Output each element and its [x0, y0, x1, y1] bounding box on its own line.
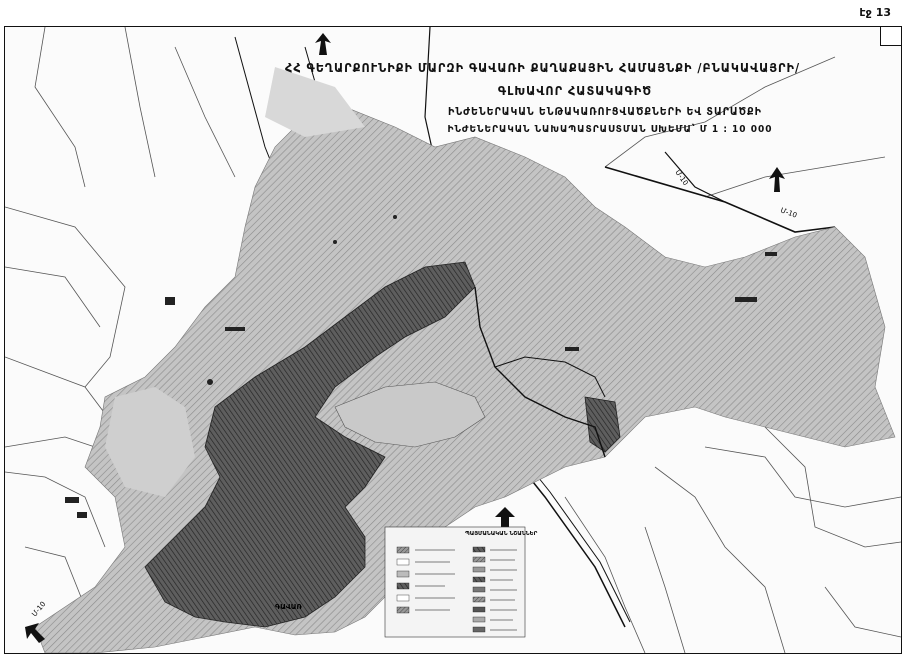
north-arrow-icon: [315, 33, 331, 55]
map-sheet: [4, 26, 902, 654]
north-arrow-icon: [495, 507, 515, 529]
legend-title: ՊԱՅՄԱՆԱԿԱՆ ՆՇԱՆՆԵՐ: [465, 531, 538, 537]
north-arrow-icon: [769, 167, 785, 192]
road-label: Մ-10: [779, 206, 799, 220]
map-drawing: [5, 27, 901, 653]
road-label: Մ-10: [673, 168, 690, 188]
map-subtitle: ԳԼԽԱՎՈՐ ՀԱՏԱԿԱԳԻԾ: [497, 83, 653, 98]
map-scale-heading: ԻՆԺԵՆԵՐԱԿԱՆ ՆԱԽԱՊԱՏՐԱՍՏՄԱՆ ՍԽԵՄԱ՝ Մ 1 : 10 000: [447, 124, 773, 135]
road-label: Մ-10: [30, 600, 48, 619]
map-heading: ԻՆԺԵՆԵՐԱԿԱՆ ԵՆԹԱԿԱՌՈՒՑՎԱԾՔՆԵՐԻ ԵՎ ՏԱՐԱԾՔԻ: [448, 106, 762, 118]
corner-box: [880, 27, 901, 46]
city-label: ԳԱՎԱՌ: [275, 603, 302, 611]
map-title: ՀՀ ԳԵՂԱՐՔՈՒՆԻՔԻ ՄԱՐԶԻ ԳԱՎԱՌԻ ՔԱՂԱՔԱՅԻՆ ՀԱՄԱՅՆՔԻ /ԲՆԱԿԱՎԱՅՐԻ/: [285, 60, 801, 75]
planned-zone-north: [265, 67, 365, 137]
page-number: էջ 13: [859, 6, 891, 19]
legend: [385, 527, 538, 637]
